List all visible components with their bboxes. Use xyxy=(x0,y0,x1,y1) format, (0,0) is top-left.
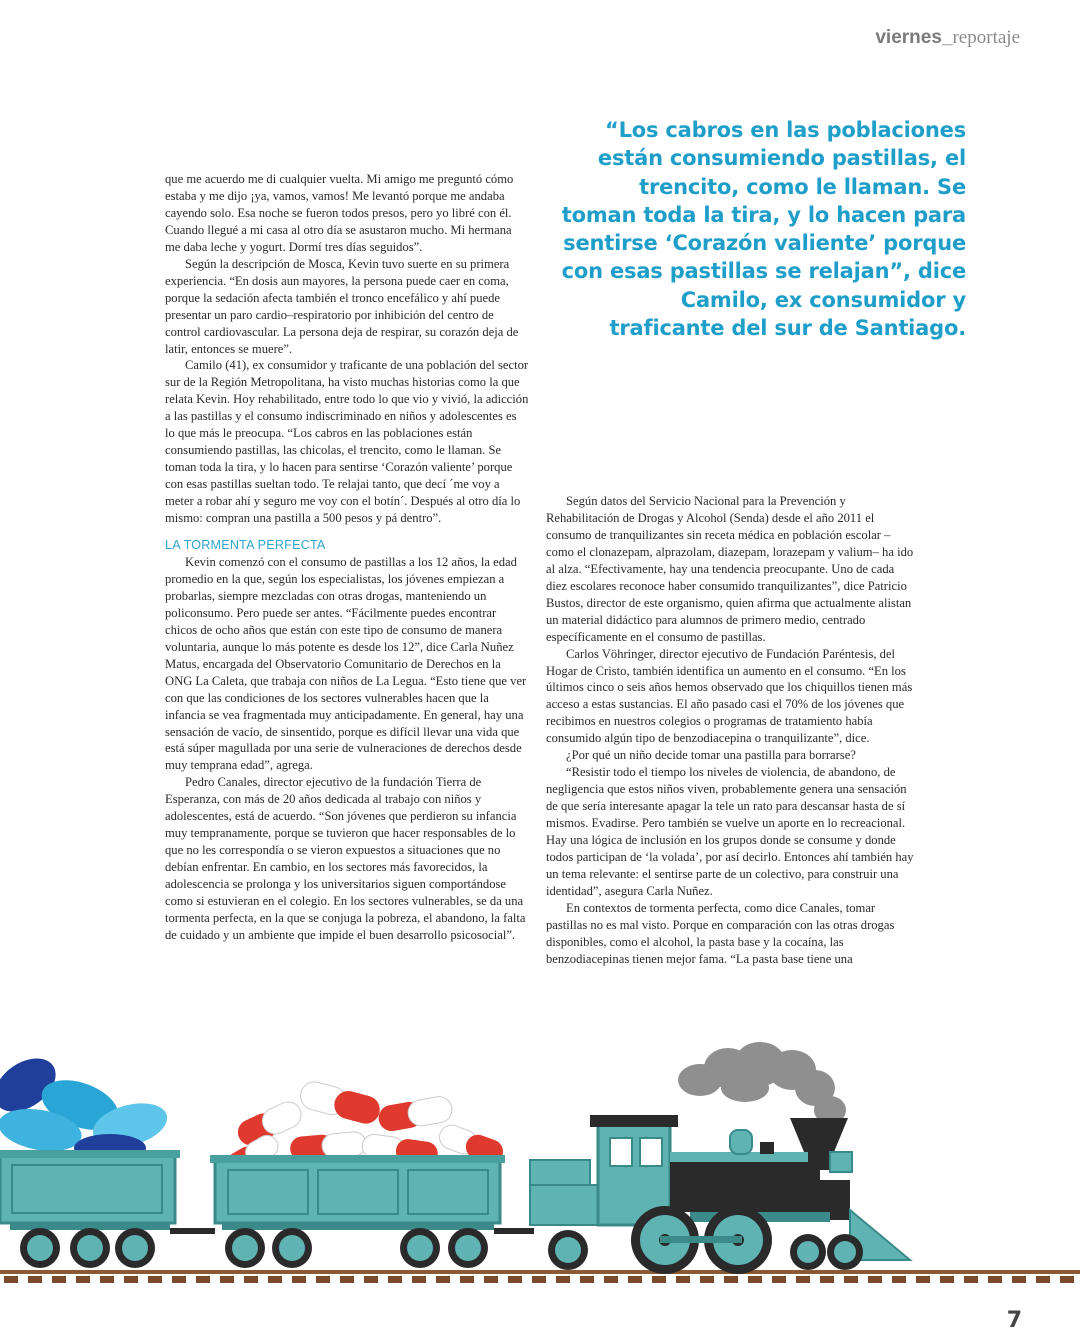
paragraph: “Resistir todo el tiempo los niveles de violencia, de abandono, de negligencia que estos niños viven, probablemente genera una sensación de que sería interesante apagar la tele un rato para descansar hasta de sí mismos. Evadirse. Pero también se vuelve un aporte en lo recreacional. Hay una lógica de inclusión en los grupos donde se consume y donde todos participan de ‘la volada’, por así decirlo. Entonces ahí también hay un tema relevante: el sentirse parte de un colectivo, para construir una identidad”, asegura Carla Nuñez. xyxy=(546,765,914,898)
paragraph: Camilo (41), ex consumidor y traficante de una población del sector sur de la Región Metropolitana, ha visto muchas historias como la que relata Kevin. Hoy rehabilitado, entre todo lo que vio y vivió, la adicción a las pastillas y el consumo indiscriminado en niños y adolescentes es lo que más le preocupa. “Los cabros en las poblaciones están consumiendo pastillas, las chicolas, el trencito, como le llaman. Se toman toda la tira, y lo hacen para sentirse ‘Corazón valiente’ porque con esas pastillas sueltan todo. Te relajai tanto, que decí ´me voy a meter a robar ahí y seguro me voy con el botín´. Después al otro día lo mismo: compran una pastilla a 500 pesos y pá dentro”. xyxy=(165,358,529,526)
rail-track xyxy=(0,1270,1080,1283)
section-heading: LA TORMENTA PERFECTA xyxy=(165,538,326,553)
article-column-2 xyxy=(546,493,914,968)
pill-wagon-blue xyxy=(0,1047,215,1268)
paragraph: Kevin comenzó con el consumo de pastillas a los 12 años, la edad promedio en la que, según los especialistas, los jóvenes empiezan a probarlas, siempre mezcladas con otras drogas, manteniendo un policonsumo. Pero puede ser antes. “Fácilmente puedes encontrar chicos de ocho años que están con este tipo de consumo de manera voluntaria, aunque lo más potente es desde los 12”, dice Carla Nuñez Matus, encargada del Observatorio Comunitario de Derechos en la ONG La Caleta, que trabaja con niños de La Legua. “Esto tiene que ver con que las condiciones de los sectores vulnerables hacen que la infancia se vea fragmentada muy anticipadamente. En general, hay una sensación de vacío, de sinsentido, porque es difícil llevar una vida que está súper magullada por una serie de vulneraciones de derechos desde muy temprana edad”, agrega. xyxy=(165,554,527,773)
paragraph: ¿Por qué un niño decide tomar una pastilla para borrarse? xyxy=(566,748,856,763)
locomotive xyxy=(530,1115,910,1274)
paragraph: Según datos del Servicio Nacional para la Prevención y Rehabilitación de Drogas y Alcohol (Senda) desde el año 2011 el consumo de tranquilizantes sin receta médica en población escolar –como el clonazepam, alprazolam, diazepam, lorazepam y valium– ha ido al alza. “Efectivamente, hay una tendencia preocupante. Uno de cada diez escolares reconoce haber consumido tranquilizantes”, dice Patricio Bustos, director de este organismo, quien afirma que actualmente alistan un material didáctico para alumnos de primero medio, centrado específicamente en el consumo de pastillas. xyxy=(546,494,914,644)
pill-wagon-red xyxy=(210,1079,534,1268)
paragraph: Pedro Canales, director ejecutivo de la fundación Tierra de Esperanza, con más de 20 años dedicada al trabajo con niños y adolescentes, está de acuerdo. “Son jóvenes que perdieron su infancia muy tempranamente, porque se tuvieron que hacer responsables de lo que no les correspondía o se vieron expuestos a situaciones que no debían enfrentar. En cambio, en los sectores más favorecidos, la adolescencia se prolonga y los universitarios siguen comportándose como si estuvieran en el colegio. En los sectores vulnerables, se da una tormenta perfecta, en la que se conjuga la pobreza, el abandono, la falta de cuidado y un ambiente que impide el buen desarrollo psicosocial”. xyxy=(165,775,526,942)
section-separator: _ xyxy=(941,27,953,48)
section-header xyxy=(875,27,1020,49)
article-column-1 xyxy=(165,171,529,944)
paragraph: Según la descripción de Mosca, Kevin tuvo suerte en su primera experiencia. “En dosis aun mayores, la persona puede caer en coma, porque la sedación afecta también el tronco encefálico y ahí puede presentar un paro cardio–respiratorio por inhibición del centro de control cardiovascular. La persona deja de respirar, su corazón deja de latir, entonces se muere”. xyxy=(165,256,519,356)
paragraph: que me acuerdo me di cualquier vuelta. Mi amigo me preguntó cómo estaba y me dijo ¡ya, vamos, vamos! Me levantó porque me andaba cayendo solo. Esa noche se fueron todos presos, pero yo libré con él. Cuando llegué a mi casa al otro día se asustaron mucho. Mi hermana me daba leche y yogurt. Dormí tres días seguidos”. xyxy=(165,172,514,254)
smoke-cloud xyxy=(678,1042,846,1124)
pull-quote: “Los cabros en las poblaciones están consumiendo pastillas, el trencito, como le llaman. Se toman toda la tira, y lo hacen para sentirse ‘Corazón valiente’ porque con esas pastillas se relajan”, dice Camilo, ex consumidor y traficante del sur de Santiago. xyxy=(561,118,966,341)
subsection-name: reportaje xyxy=(952,27,1020,48)
paragraph: En contextos de tormenta perfecta, como dice Canales, tomar pastillas no es mal visto. Porque en comparación con las otras drogas disponibles, como el alcohol, la pasta base y la cocaína, las benzodiacepinas tienen mejor fama. “La pasta base tiene una xyxy=(546,900,895,966)
pill-train-illustration xyxy=(0,1030,1080,1300)
section-name: viernes xyxy=(875,27,942,48)
paragraph: Carlos Vöhringer, director ejecutivo de Fundación Paréntesis, del Hogar de Cristo, también identifica un aumento en el consumo. “En los últimos cinco o seis años hemos observado que los chiquillos tienen más acceso a estas sustancias. El año pasado casi el 70% de los jóvenes que recibimos en nuestros colegios o programas de tratamiento había consumido algún tipo de benzodiacepina o tranquilizante”, dice. xyxy=(546,646,913,746)
page-number: 7 xyxy=(1006,1308,1022,1333)
